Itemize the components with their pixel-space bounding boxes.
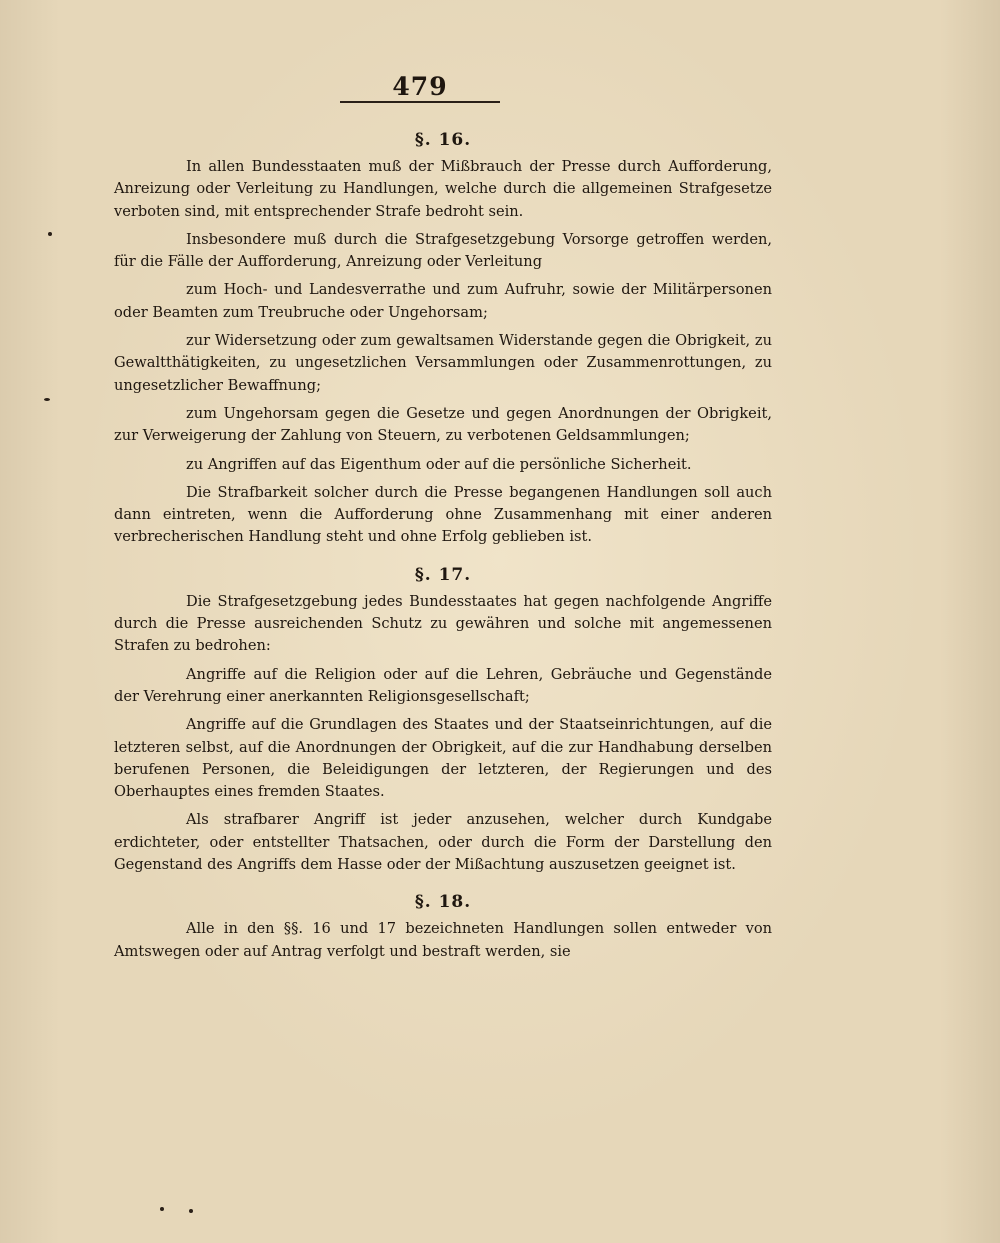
paper-speck [189,1209,193,1213]
paragraph: zu Angriffen auf das Eigenthum oder auf die persönliche Sicherheit. [186,455,692,473]
paragraph: Die Strafgesetzgebung jedes Bundesstaates hat gegen nachfolgende Angriffe durch die Presse ausreichenden Schutz zu gewähren und solche mit angemessenen Strafen zu bedrohen: [114,592,772,655]
paragraph: zum Ungehorsam gegen die Gesetze und gegen Anordnungen der Obrigkeit, zur Verweigerung der Zahlung von Steuern, zu verbotenen Geldsammlungen; [114,404,772,445]
paragraph: In allen Bundesstaaten muß der Mißbrauch der Presse durch Aufforderung, Anreizung oder Verleitung zu Handlungen, welche durch die allgemeinen Strafgesetze verboten sind, mit entsprechender Strafe bedroht sein. [114,158,772,220]
paper-speck [48,232,52,236]
paper-speck [44,398,50,401]
paragraph: zum Hoch- und Landesverrathe und zum Aufruhr, sowie der Militärpersonen oder Beamten zum Treubruche oder Ungehorsam; [114,281,772,321]
section-heading: §. 17. [414,564,472,585]
paragraph: Die Strafbarkeit solcher durch die Presse begangenen Handlungen soll auch dann eintreten, wenn die Aufforderung ohne Zusammenhang mit einer anderen verbrecherischen Handlung steht und ohne Erfolg geblieben ist. [114,483,772,546]
paper-speck [160,1207,164,1211]
section-16 [114,128,772,549]
section-17 [114,563,772,877]
paragraph: Alle in den §§. 16 und 17 bezeichneten Handlungen sollen entweder von Amtswegen oder auf Antrag verfolgt und bestraft werden, sie [114,920,772,960]
section-18 [114,890,772,963]
page-number: 479 [392,72,448,101]
paragraph: Als strafbarer Angriff ist jeder anzusehen, welcher durch Kundgabe erdichteter, oder entstellter Thatsachen, oder durch die Form der Darstellung den Gegenstand des Angriffs dem Hasse oder der Mißachtung auszusetzen geeignet ist. [114,811,772,874]
page-number-rule [340,101,500,103]
paragraph: Angriffe auf die Religion oder auf die Lehren, Gebräuche und Gegenstände der Verehrung einer anerkannten Religionsgesellschaft; [114,665,772,705]
section-heading: §. 18. [414,892,472,913]
page-body [114,128,772,969]
paragraph: Angriffe auf die Grundlagen des Staates und der Staatseinrichtungen, auf die letzteren selbst, auf die Anordnungen der Obrigkeit, auf die zur Handhabung derselben berufenen Personen, die Beleidigungen der letzteren, der Regierungen und des Oberhauptes eines fremden Staates. [114,716,772,801]
paragraph: Insbesondere muß durch die Strafgesetzgebung Vorsorge getroffen werden, für die Fälle der Aufforderung, Anreizung oder Verleitung [114,230,772,271]
paragraph: zur Widersetzung oder zum gewaltsamen Widerstande gegen die Obrigkeit, zu Gewaltthätigkeiten, zu ungesetzlichen Versammlungen oder Zusammenrottungen, zu ungesetzlicher Bewaffnung; [114,332,772,394]
section-heading: §. 16. [414,130,472,150]
